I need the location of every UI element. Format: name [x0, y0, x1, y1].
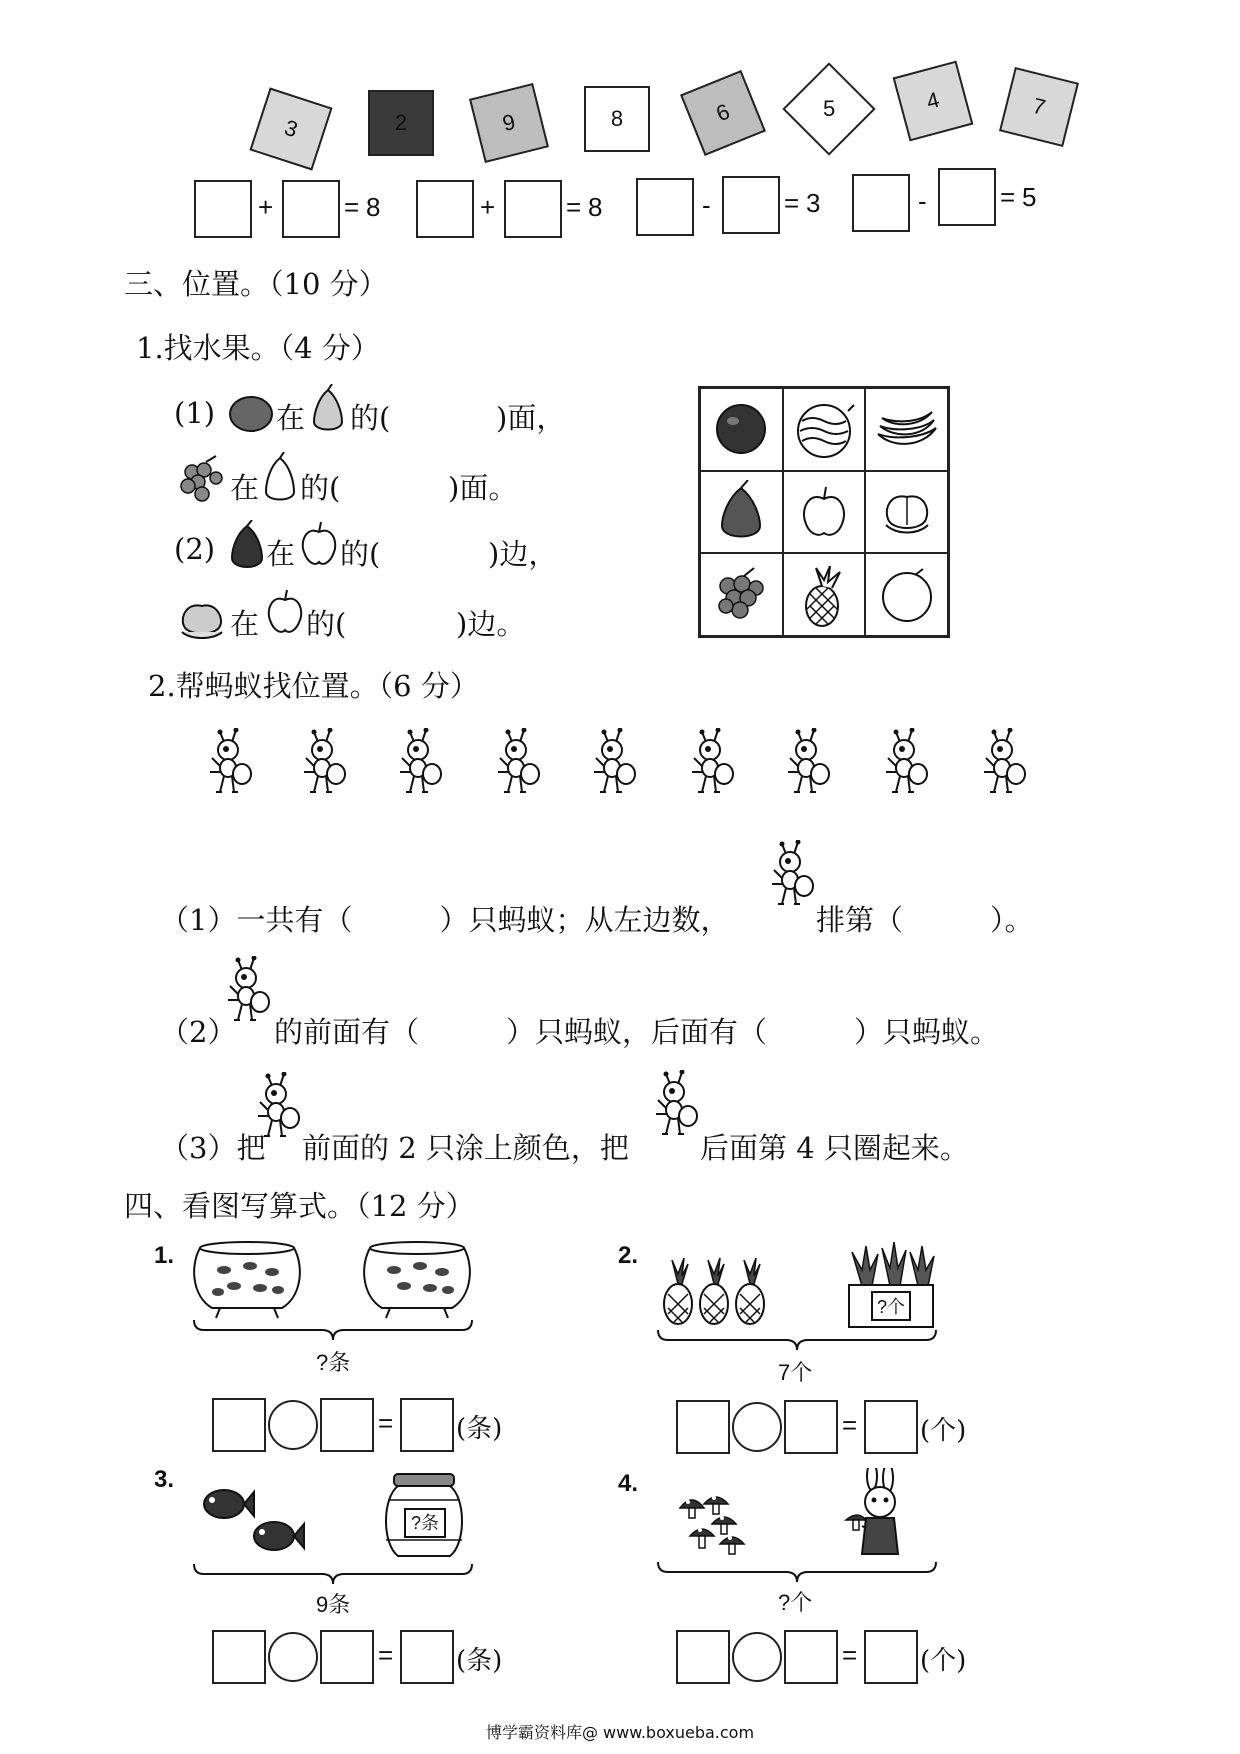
equation-1-eq: =: [344, 192, 360, 222]
grid-orange: [865, 553, 948, 636]
problem-4-box-a[interactable]: [676, 1630, 730, 1684]
equation-2-eq: =: [566, 192, 582, 222]
problem-3-box-a[interactable]: [212, 1630, 266, 1684]
ant-5[interactable]: [590, 728, 640, 796]
fish-bowl-icon: [190, 1236, 304, 1320]
brace-icon: [656, 1560, 938, 1586]
equation-2-box-b[interactable]: [504, 180, 562, 238]
problem-1-box-a[interactable]: [212, 1398, 266, 1452]
problem-1-box-b[interactable]: [320, 1398, 374, 1452]
ant-icon: [768, 840, 818, 908]
equation-1-box-b[interactable]: [282, 180, 340, 238]
q2-1-text-a: （1）一共有（ ）只蚂蚁；从左边数，: [160, 903, 730, 937]
jar-label: ?条: [404, 1508, 446, 1538]
plum-icon: [713, 401, 769, 457]
equation-4-box-b[interactable]: [938, 168, 996, 226]
problem-2-number: 2.: [618, 1242, 639, 1269]
number-card-4: 4: [893, 61, 974, 142]
fish-jar: [378, 1470, 470, 1562]
q1-1b-end: )面。: [448, 471, 518, 505]
problem-2-box-result[interactable]: [864, 1400, 918, 1454]
equation-4-op: -: [918, 186, 927, 216]
problem-1-eq: =: [378, 1408, 394, 1438]
section-3-heading: 三、位置。（10 分）: [124, 267, 388, 301]
problem-4-operator-circle[interactable]: [732, 1632, 782, 1682]
equation-2-box-a[interactable]: [416, 180, 474, 238]
problem-4-eq: =: [842, 1640, 858, 1670]
watermelon-icon: [792, 399, 856, 459]
fruit-grid: [698, 386, 950, 638]
equation-1-op: +: [258, 192, 274, 222]
problem-1-unit: (条): [456, 1414, 503, 1444]
number-card-2: 2: [368, 90, 434, 156]
grid-plum: [700, 388, 783, 471]
q2-2-text-a: （2）: [160, 1015, 237, 1049]
q2-3-text-a: （3）把: [160, 1131, 266, 1165]
q1-2b-end: )边。: [456, 607, 526, 641]
ant-4[interactable]: [494, 728, 544, 796]
problem-4-unit: (个): [920, 1646, 967, 1676]
q1-1b-of: 的(: [300, 471, 341, 505]
number-card-8: 8: [584, 86, 650, 152]
dark-pear-icon: [226, 520, 268, 572]
section-4-heading: 四、看图写算式。（12 分）: [124, 1189, 475, 1223]
equation-4-result: 5: [1022, 182, 1037, 212]
number-card-9: 9: [469, 83, 549, 163]
problem-2-unit: (个): [920, 1416, 967, 1446]
q1-1a-of: 的(: [350, 401, 391, 435]
basket-label: ?个: [871, 1291, 911, 1321]
pineapples-icon: [658, 1254, 772, 1328]
number-card-3: 3: [249, 87, 332, 170]
problem-3-box-result[interactable]: [400, 1630, 454, 1684]
footer-watermark: 博学霸资料库@ www.boxueba.com: [485, 1723, 755, 1742]
q2-3-text-c: 后面第 4 只圈起来。: [700, 1131, 969, 1165]
q2-title: 2.帮蚂蚁找位置。（6 分）: [148, 669, 479, 703]
pineapples-in-basket-icon: [842, 1240, 940, 1290]
problem-3-operator-circle[interactable]: [268, 1632, 318, 1682]
problem-3-unit: (条): [456, 1646, 503, 1676]
problem-4-box-result[interactable]: [864, 1630, 918, 1684]
fish-icon: [246, 1516, 306, 1556]
fish-bowl-icon: [360, 1236, 474, 1320]
equation-1-box-a[interactable]: [194, 180, 252, 238]
ant-icon: [652, 1070, 702, 1138]
grapes-icon: [710, 566, 772, 624]
q2-2-text-b: 的前面有（ ）只蚂蚁，后面有（ ）只蚂蚁。: [274, 1015, 1000, 1049]
q1-1b-in: 在: [230, 471, 260, 505]
pear-icon: [308, 384, 348, 436]
problem-1-label: ?条: [316, 1350, 351, 1375]
grid-peach: [865, 471, 948, 554]
problem-1-operator-circle[interactable]: [268, 1400, 318, 1450]
q1-2a-prefix: (2): [174, 532, 216, 566]
equation-3-box-a[interactable]: [636, 178, 694, 236]
q1-1a-in: 在: [276, 401, 306, 435]
problem-2-box-b[interactable]: [784, 1400, 838, 1454]
ant-9[interactable]: [980, 728, 1030, 796]
q1-2a-of: 的(: [340, 537, 381, 571]
equation-1-result: 8: [366, 192, 381, 222]
problem-2-operator-circle[interactable]: [732, 1402, 782, 1452]
q1-title: 1.找水果。（4 分）: [136, 331, 380, 365]
peach-icon: [176, 596, 228, 640]
problem-3-box-b[interactable]: [320, 1630, 374, 1684]
q1-2a-in: 在: [266, 537, 296, 571]
q2-3-text-b: 前面的 2 只涂上颜色，把: [302, 1131, 629, 1165]
problem-2-label: 7个: [778, 1360, 813, 1385]
apple-icon: [264, 588, 306, 636]
problem-1-box-result[interactable]: [400, 1398, 454, 1452]
apple-icon: [799, 483, 849, 541]
problem-3-label: 9条: [316, 1592, 351, 1617]
equation-2-result: 8: [588, 192, 603, 222]
problem-3-number: 3.: [154, 1466, 175, 1493]
pear-icon: [716, 480, 766, 544]
number-card-7: 7: [999, 67, 1079, 147]
q1-1a-end: )面，: [496, 401, 566, 435]
grapes-icon: [176, 454, 230, 504]
ant-7[interactable]: [784, 728, 834, 796]
banana-icon: [872, 404, 942, 454]
equation-3-eq: =: [784, 188, 800, 218]
ant-1[interactable]: [206, 728, 256, 796]
equation-4-box-a[interactable]: [852, 174, 910, 232]
grid-grapes: [700, 553, 783, 636]
orange-icon: [877, 567, 937, 623]
ant-3[interactable]: [396, 728, 446, 796]
q1-1a-prefix: (1): [174, 396, 216, 430]
q1-2b-in: 在: [230, 607, 260, 641]
peach-icon: [878, 485, 936, 539]
ant-6[interactable]: [688, 728, 738, 796]
equation-2-op: +: [480, 192, 496, 222]
problem-3-eq: =: [378, 1640, 394, 1670]
problem-4-box-b[interactable]: [784, 1630, 838, 1684]
grid-watermelon: [783, 388, 866, 471]
q1-2b-of: 的(: [306, 607, 347, 641]
equation-3-result: 3: [806, 188, 821, 218]
q1-2a-end: )边，: [488, 537, 558, 571]
equation-3-op: -: [702, 190, 711, 220]
number-card-6: 6: [680, 70, 766, 156]
problem-1-number: 1.: [154, 1242, 175, 1269]
equation-4-eq: =: [1000, 182, 1016, 212]
grid-bananas: [865, 388, 948, 471]
brace-icon: [192, 1318, 474, 1344]
ant-icon: [224, 956, 274, 1024]
problem-2-box-a[interactable]: [676, 1400, 730, 1454]
pear-icon: [260, 452, 300, 506]
equation-3-box-b[interactable]: [722, 176, 780, 234]
brace-icon: [656, 1328, 938, 1354]
grid-pear: [700, 471, 783, 554]
grid-apple: [783, 471, 866, 554]
ant-2[interactable]: [300, 728, 350, 796]
mushrooms-icon: [676, 1490, 756, 1558]
problem-4-number: 4.: [618, 1470, 639, 1497]
number-card-5: 5: [782, 62, 875, 155]
apple-icon: [298, 520, 340, 568]
q2-1-text-b: 排第（ ）。: [816, 903, 1034, 937]
problem-4-label: ?个: [778, 1590, 813, 1615]
plum-icon: [228, 390, 274, 434]
basket-box: [848, 1284, 934, 1328]
rabbit-icon: [836, 1468, 918, 1564]
ant-icon: [254, 1072, 304, 1140]
ant-8[interactable]: [882, 728, 932, 796]
problem-2-eq: =: [842, 1410, 858, 1440]
pineapple-icon: [796, 562, 852, 628]
pineapple-basket: [842, 1240, 940, 1330]
grid-pineapple: [783, 553, 866, 636]
brace-icon: [192, 1562, 474, 1588]
